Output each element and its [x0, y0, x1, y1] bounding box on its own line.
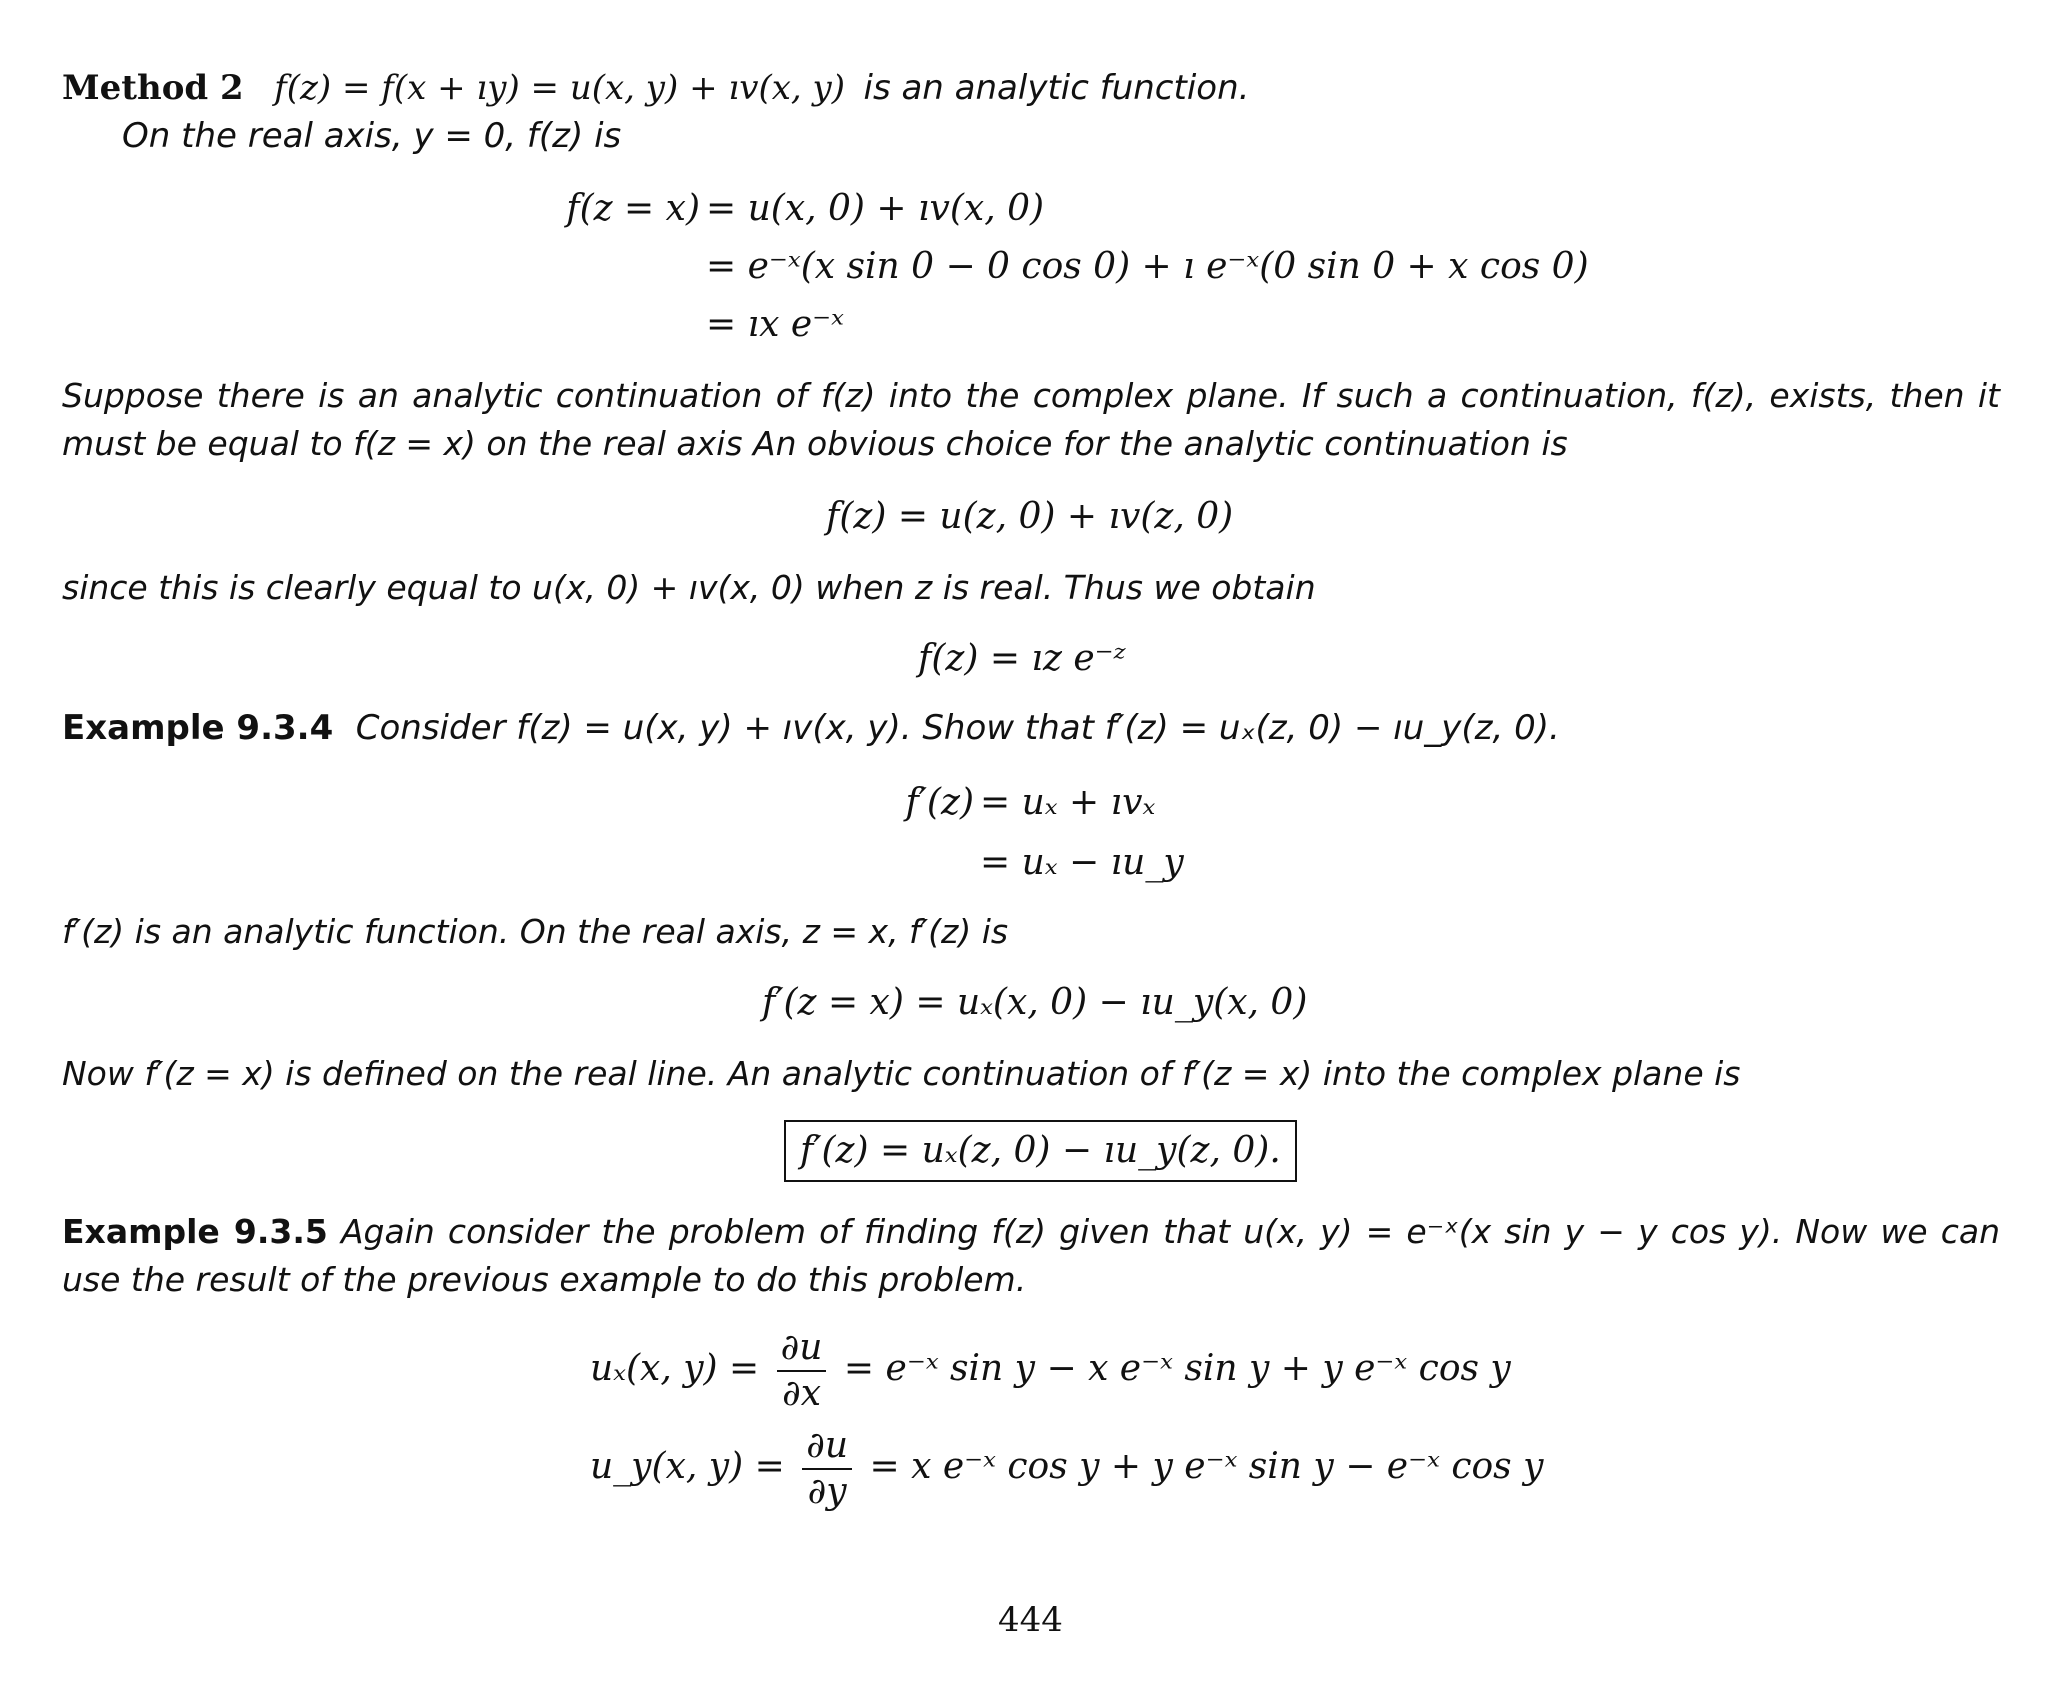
- eq934-row-1: = uₓ + ıvₓ: [980, 782, 1156, 823]
- example-935-label: Example 9.3.5: [62, 1212, 328, 1251]
- eq1-row-3: = ıx e⁻ˣ: [706, 304, 844, 345]
- eq935-row-2-lhs: u_y(x, y) =: [590, 1446, 785, 1487]
- eq935-row-1: [590, 1326, 1511, 1416]
- paragraph-thus: since this is clearly equal to u(x, 0) + ıv(x, 0) when z is real. Thus we obtain: [62, 568, 1316, 607]
- eq935-row-2-num: ∂u: [802, 1424, 852, 1470]
- eq935-row-2-rhs: = x e⁻ˣ cos y + y e⁻ˣ sin y − e⁻ˣ cos y: [869, 1446, 1544, 1487]
- eq1-row-1: = u(x, 0) + ıv(x, 0): [706, 188, 1045, 229]
- paragraph-now: Now f′(z = x) is defined on the real line. An analytic continuation of f′(z = x) into the complex plane is: [62, 1054, 1741, 1093]
- eq3: f(z) = ız e⁻ᶻ: [918, 638, 1126, 679]
- eq935-row-1-rhs: = e⁻ˣ sin y − x e⁻ˣ sin y + y e⁻ˣ cos y: [843, 1348, 1511, 1389]
- eq1-lhs: f(z = x): [566, 188, 700, 229]
- eq935-row-1-num: ∂u: [777, 1326, 827, 1372]
- boxed-result: f′(z) = uₓ(z, 0) − ıu_y(z, 0).: [784, 1120, 1297, 1182]
- example-935-text: Again consider the problem of finding f(z) given that u(x, y) = e⁻ˣ(x sin y − y cos y). Now we can use the result of the previous example to do this problem.: [62, 1212, 2000, 1299]
- example-935-paragraph: [62, 1208, 2000, 1304]
- eq935-row-2: [590, 1424, 1543, 1514]
- eq934-real-axis: f′(z = x) = uₓ(x, 0) − ıu_y(x, 0): [762, 982, 1308, 1023]
- example-934-line: [62, 706, 1560, 751]
- example-934-label: Example 9.3.4: [62, 708, 334, 748]
- eq934-lhs: f′(z): [905, 782, 974, 823]
- eq1-row-2: = e⁻ˣ(x sin 0 − 0 cos 0) + ı e⁻ˣ(0 sin 0 + x cos 0): [706, 246, 1589, 287]
- page-number: 444: [998, 1600, 1063, 1640]
- paragraph-continuation: Suppose there is an analytic continuation of f(z) into the complex plane. If such a continuation, f(z), exists, then it must be equal to f(z = x) on the real axis An obvious choice for the analytic continuation is: [62, 376, 2000, 463]
- eq935-row-1-den: ∂x: [782, 1373, 822, 1414]
- paragraph-fprime-analytic: f′(z) is an analytic function. On the real axis, z = x, f′(z) is: [62, 912, 1009, 951]
- eq935-row-2-fraction: [802, 1424, 852, 1514]
- real-axis-intro: On the real axis, y = 0, f(z) is: [122, 116, 622, 156]
- eq2: f(z) = u(z, 0) + ıv(z, 0): [826, 496, 1234, 537]
- method-statement-tail: is an analytic function.: [863, 68, 1250, 108]
- method-statement: f(z) = f(x + ıy) = u(x, y) + ıv(x, y): [274, 68, 845, 108]
- eq934-row-2: = uₓ − ıu_y: [980, 842, 1184, 883]
- eq935-row-1-lhs: uₓ(x, y) =: [590, 1348, 760, 1389]
- example-934-text: Consider f(z) = u(x, y) + ıv(x, y). Show that f′(z) = uₓ(z, 0) − ıu_y(z, 0).: [355, 708, 1560, 748]
- eq935-row-1-fraction: [777, 1326, 827, 1416]
- eq935-row-2-den: ∂y: [807, 1471, 847, 1512]
- method-heading-line: [62, 66, 1249, 111]
- method-label: Method 2: [62, 68, 244, 108]
